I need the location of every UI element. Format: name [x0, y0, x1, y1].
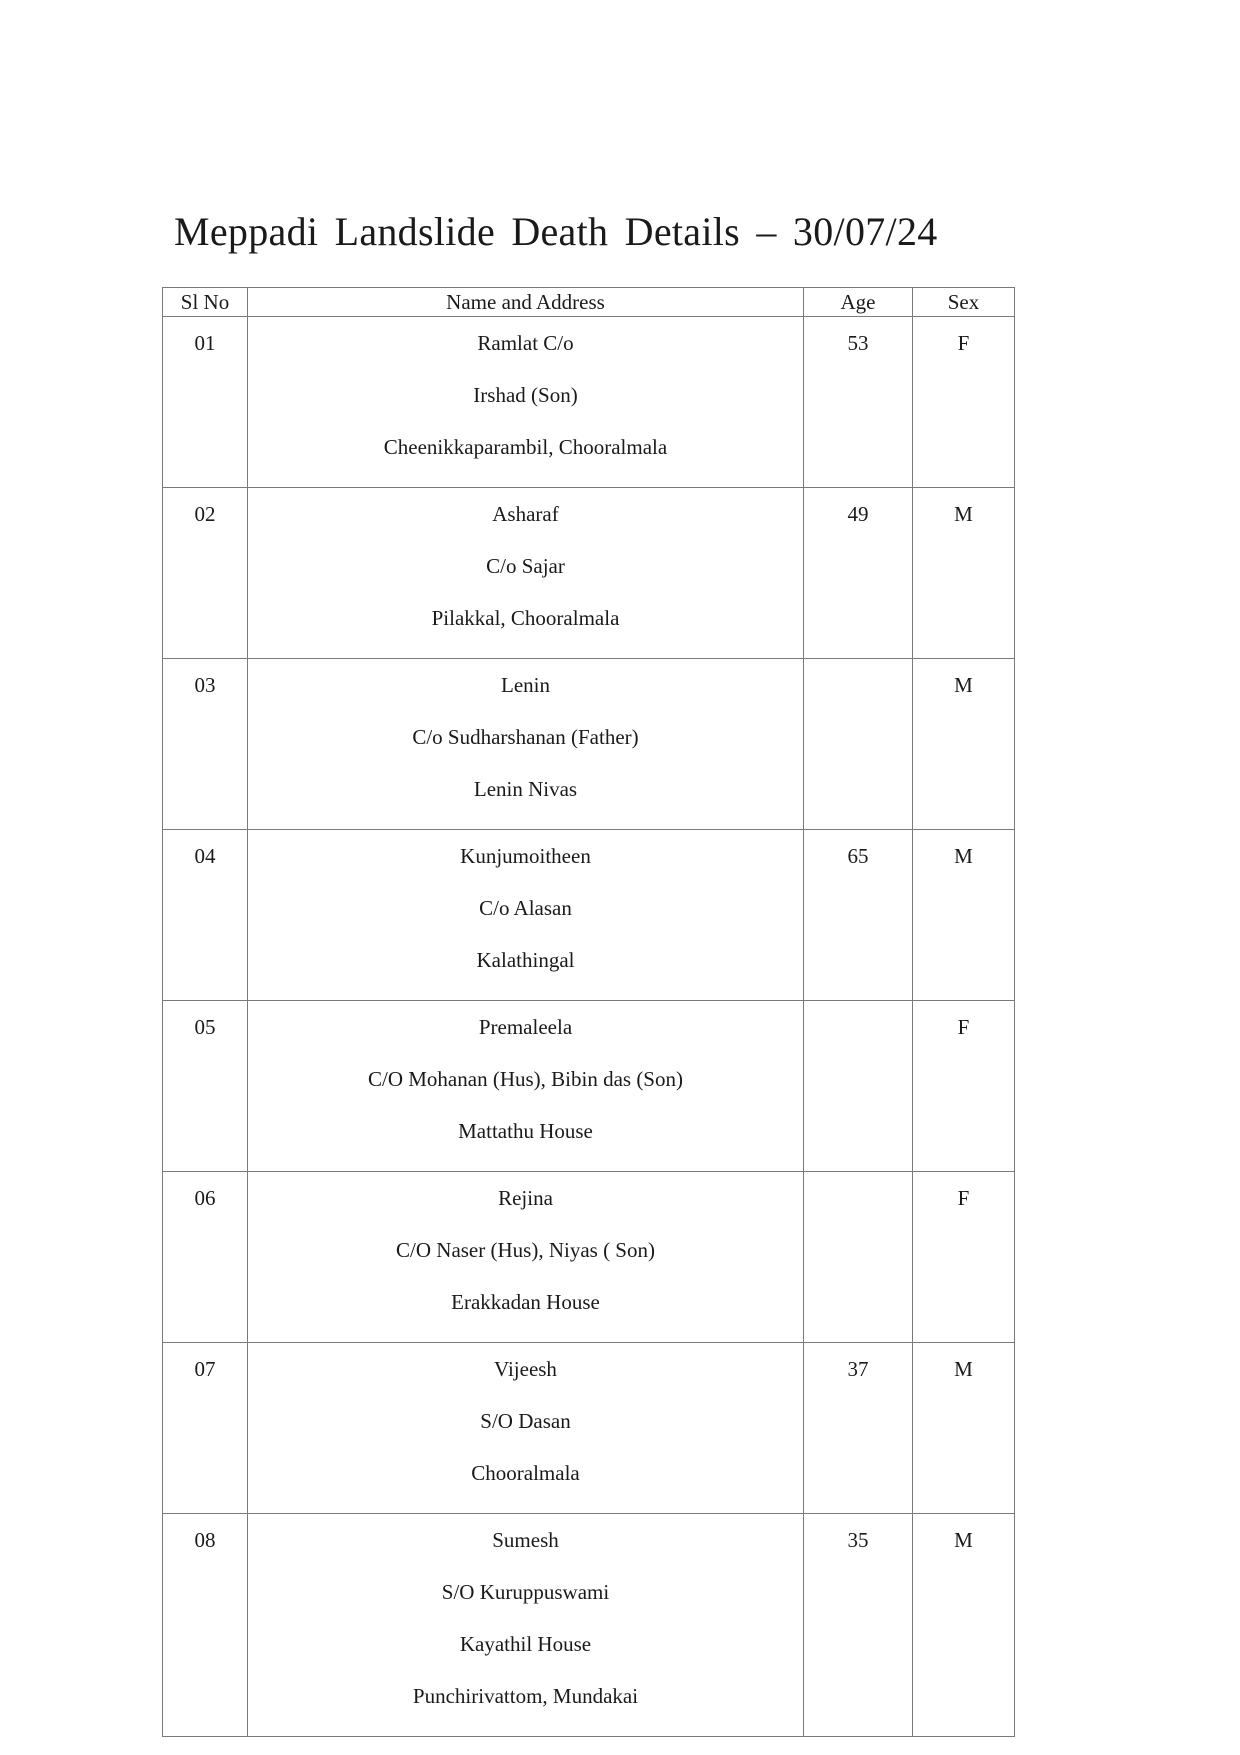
death-details-table: [162, 287, 1015, 1737]
cell-sl-no: 01: [163, 317, 248, 488]
address-line: C/O Mohanan (Hus), Bibin das (Son): [368, 1067, 683, 1091]
cell-sl-no: 05: [163, 1001, 248, 1172]
address-line: Kalathingal: [476, 948, 575, 972]
address-line: Kunjumoitheen: [460, 844, 591, 868]
cell-sex: M: [913, 488, 1015, 659]
cell-name-address: [248, 317, 804, 488]
address-line: Ramlat C/o: [477, 331, 574, 355]
address-line: C/O Naser (Hus), Niyas ( Son): [396, 1238, 655, 1262]
table-row: [163, 317, 1015, 488]
address-line: S/O Dasan: [480, 1409, 571, 1433]
cell-sl-no: 08: [163, 1514, 248, 1737]
address-line: C/o Sajar: [486, 554, 565, 578]
address-line: Cheenikkaparambil, Chooralmala: [383, 435, 668, 459]
header-sex: Sex: [913, 288, 1015, 317]
address-line: Kayathil House: [459, 1632, 592, 1656]
cell-name-address: [248, 830, 804, 1001]
cell-sl-no: 04: [163, 830, 248, 1001]
address-line: S/O Kuruppuswami: [441, 1580, 610, 1604]
cell-sl-no: 03: [163, 659, 248, 830]
document-title: Meppadi Landslide Death Details – 30/07/24: [174, 209, 938, 254]
header-age: Age: [804, 288, 913, 317]
table-row: [163, 659, 1015, 830]
cell-age: [804, 1001, 913, 1172]
cell-name-address: [248, 1343, 804, 1514]
address-line: Punchirivattom, Mundakai: [412, 1684, 639, 1708]
cell-sex: M: [913, 1514, 1015, 1737]
address-line: Sumesh: [492, 1528, 559, 1552]
table-row: [163, 1172, 1015, 1343]
cell-age: [804, 659, 913, 830]
address-line: Chooralmala: [471, 1461, 580, 1485]
address-line: Pilakkal, Chooralmala: [431, 606, 620, 630]
cell-sex: F: [913, 1172, 1015, 1343]
cell-sex: M: [913, 830, 1015, 1001]
address-line: Irshad (Son): [473, 383, 578, 407]
table-row: [163, 1001, 1015, 1172]
cell-sex: F: [913, 1001, 1015, 1172]
table-row: [163, 488, 1015, 659]
header-sl-no: Sl No: [163, 288, 248, 317]
address-line: Asharaf: [492, 502, 559, 526]
address-line: Premaleela: [478, 1015, 573, 1039]
cell-age: 35: [804, 1514, 913, 1737]
cell-age: 53: [804, 317, 913, 488]
cell-sex: M: [913, 1343, 1015, 1514]
address-line: Vijeesh: [494, 1357, 557, 1381]
address-line: Erakkadan House: [451, 1290, 600, 1314]
table-row: [163, 1343, 1015, 1514]
table-row: [163, 830, 1015, 1001]
cell-sex: M: [913, 659, 1015, 830]
address-line: C/o Alasan: [479, 896, 572, 920]
cell-sl-no: 06: [163, 1172, 248, 1343]
cell-name-address: [248, 1514, 804, 1737]
address-line: Lenin Nivas: [473, 777, 578, 801]
address-line: Lenin: [501, 673, 550, 697]
table-header-row: [163, 288, 1015, 317]
address-line: Rejina: [498, 1186, 553, 1210]
cell-age: 37: [804, 1343, 913, 1514]
cell-name-address: [248, 1001, 804, 1172]
cell-sl-no: 02: [163, 488, 248, 659]
address-line: C/o Sudharshanan (Father): [412, 725, 639, 749]
address-line: Mattathu House: [458, 1119, 593, 1143]
cell-sex: F: [913, 317, 1015, 488]
cell-age: 65: [804, 830, 913, 1001]
cell-age: [804, 1172, 913, 1343]
cell-age: 49: [804, 488, 913, 659]
header-name-address: Name and Address: [248, 288, 804, 317]
cell-name-address: [248, 488, 804, 659]
cell-name-address: [248, 1172, 804, 1343]
table-row: [163, 1514, 1015, 1737]
cell-sl-no: 07: [163, 1343, 248, 1514]
cell-name-address: [248, 659, 804, 830]
